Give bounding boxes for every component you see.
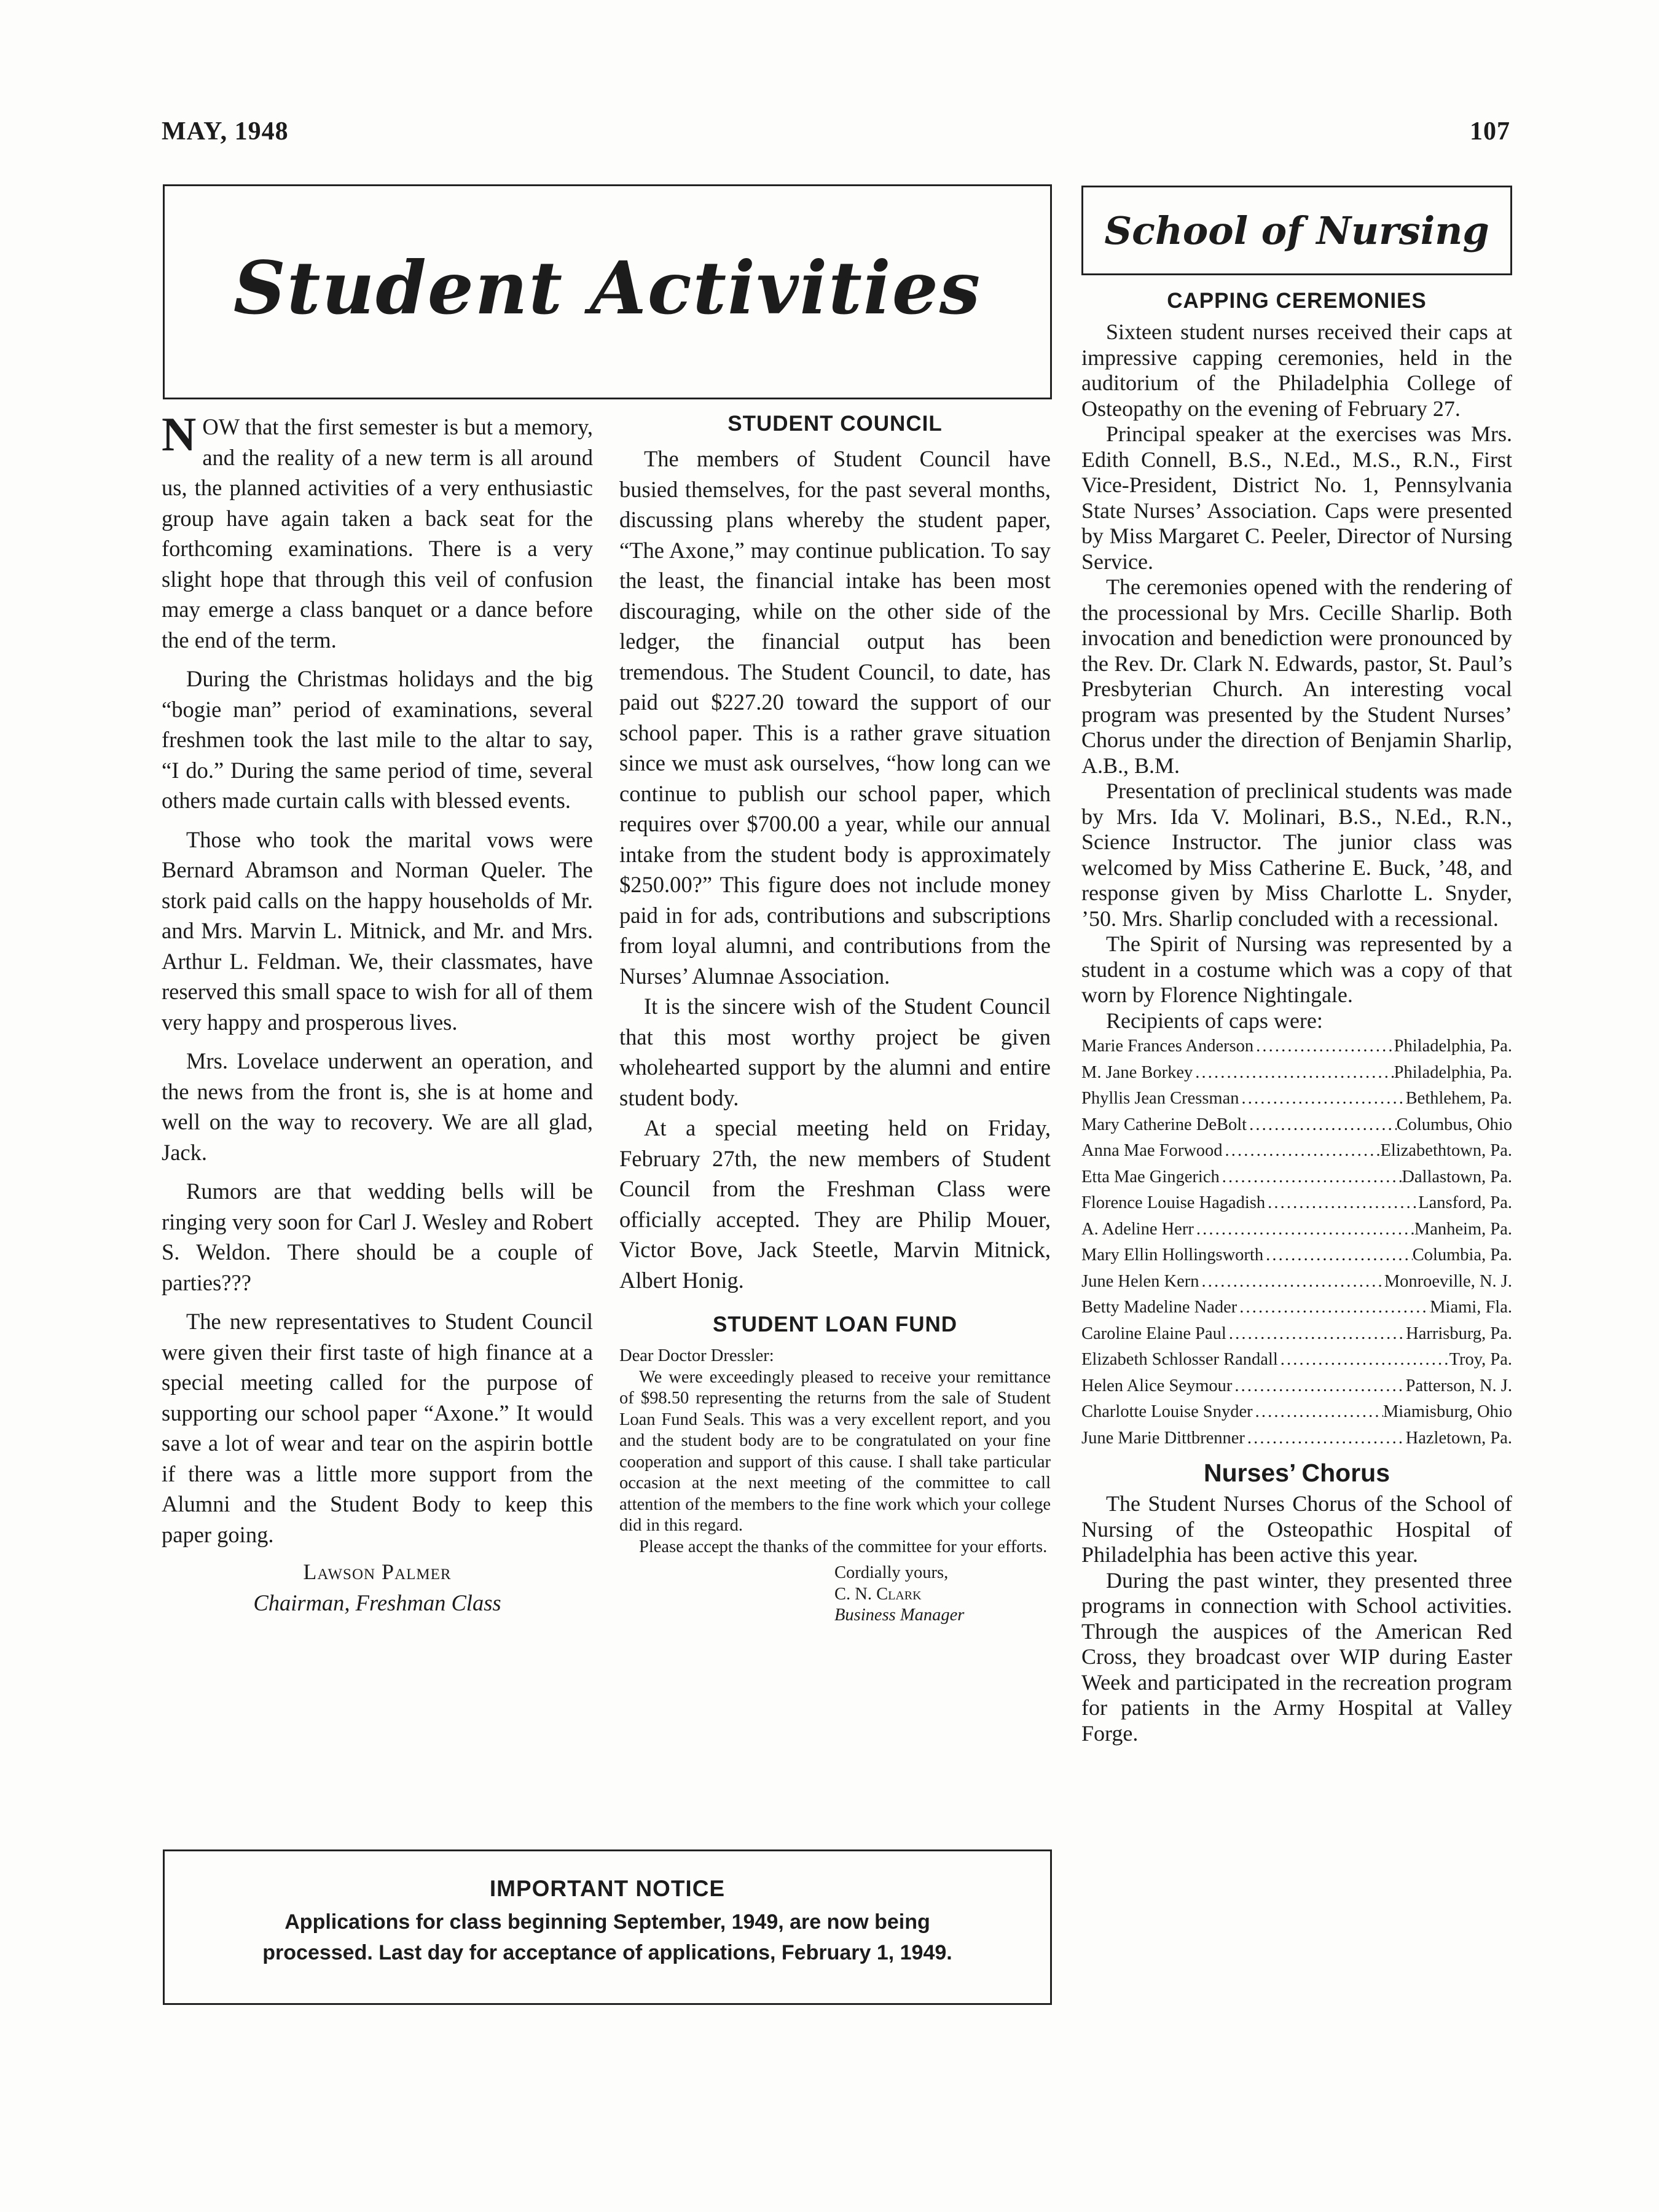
leader-dots <box>1226 1321 1406 1347</box>
capping-paragraph-4: Presentation of preclinical students was made by Mrs. Ida V. Molinari, B.S., N.Ed., R.N., Science Instructor. The junior class was welcomed by Miss Catherine E. Buck, ’48, and response given by Miss Charlotte L. Snyder, ’50. Mrs. Sharlip concluded with a recessional. <box>1081 779 1512 931</box>
letter-signature <box>834 1563 1051 1626</box>
recipient-row <box>1081 1217 1512 1243</box>
recipient-name: Marie Frances Anderson <box>1081 1037 1254 1056</box>
notice-line-1: Applications for class beginning September, 1949, are now being <box>284 1910 930 1934</box>
chorus-paragraph-1: The Student Nurses Chorus of the School of Nursing of the Osteopathic Hospital of Philadelphia has been active this year. <box>1081 1491 1512 1567</box>
recipient-name: Phyllis Jean Cressman <box>1081 1089 1239 1108</box>
recipient-row <box>1081 1086 1512 1112</box>
recipient-row <box>1081 1242 1512 1269</box>
recipient-row <box>1081 1112 1512 1139</box>
recipient-hometown: Philadelphia, Pa. <box>1394 1062 1512 1082</box>
recipient-name: Caroline Elaine Paul <box>1081 1324 1226 1343</box>
recipient-hometown: Monroeville, N. J. <box>1384 1271 1512 1291</box>
letter-signer-name: C. N. Clark <box>834 1584 922 1604</box>
recipient-hometown: Patterson, N. J. <box>1405 1376 1512 1395</box>
page-number: 107 <box>1470 117 1510 146</box>
recipients-list <box>1081 1033 1512 1451</box>
recipient-hometown: Philadelphia, Pa. <box>1394 1037 1512 1056</box>
leader-dots <box>1265 1190 1418 1217</box>
paragraph-representatives: The new representatives to Student Council were given their first taste of high finance at a special meeting called for the purpose of supporting our school paper “Axone.” It would save a lot of wear and tear on the aspirin bottle if there was a little more support from the Alumni and the Student Body to keep this paper going. <box>162 1309 593 1547</box>
recipient-row <box>1081 1373 1512 1400</box>
leader-dots <box>1263 1242 1413 1269</box>
recipient-name: June Marie Dittbrenner <box>1081 1428 1245 1448</box>
recipient-hometown: Elizabethtown, Pa. <box>1380 1141 1512 1160</box>
recipient-name: Betty Madeline Nader <box>1081 1298 1237 1317</box>
recipient-name: Mary Catherine DeBolt <box>1081 1115 1247 1134</box>
recipient-hometown: Manheim, Pa. <box>1414 1219 1512 1239</box>
letter-paragraph-2: Please accept the thanks of the committee for your efforts. <box>639 1537 1048 1556</box>
nurses-chorus-heading: Nurses’ Chorus <box>1203 1459 1390 1487</box>
student-council-body <box>619 444 1051 1295</box>
leader-dots <box>1253 1399 1383 1426</box>
recipient-hometown: Miami, Fla. <box>1430 1298 1512 1317</box>
recipient-row <box>1081 1138 1512 1164</box>
nurses-chorus-body <box>1081 1491 1512 1746</box>
recipient-hometown: Dallastown, Pa. <box>1402 1167 1512 1186</box>
signature-block <box>162 1557 593 1618</box>
leader-dots <box>1278 1347 1449 1373</box>
recipient-row <box>1081 1399 1512 1426</box>
leader-dots <box>1253 1033 1394 1060</box>
intro-paragraph <box>162 407 593 655</box>
letter-paragraph-1: We were exceedingly pleased to receive your remittance of $98.50 representing the returns from the sale of Student Loan Fund Seals. This was a very excellent report, and you and the student body are to be congratulated on your fine cooperation and support of this cause. I shall take particular occasion at the next meeting of the committee to call attention of the members to the fine work which your college did in this regard. <box>619 1367 1051 1535</box>
notice-text <box>165 1907 1050 1968</box>
recipient-name: Florence Louise Hagadish <box>1081 1193 1266 1212</box>
recipient-hometown: Harrisburg, Pa. <box>1406 1324 1512 1343</box>
recipient-name: Anna Mae Forwood <box>1081 1141 1223 1160</box>
recipient-hometown: Miamisburg, Ohio <box>1382 1402 1512 1421</box>
important-notice-box <box>163 1849 1052 2005</box>
paragraph-holidays: During the Christmas holidays and the big “bogie man” period of examinations, several freshmen took the last mile to the altar to say, “I do.” During the same period of time, several others made curtain calls with blessed events. <box>162 666 593 813</box>
recipient-hometown: Columbia, Pa. <box>1412 1245 1512 1265</box>
recipient-hometown: Hazletown, Pa. <box>1405 1428 1512 1448</box>
capping-paragraph-3: The ceremonies opened with the rendering of the processional by Mrs. Cecille Sharlip. Both invocation and benediction were pronounced by the Rev. Dr. Clark N. Edwards, pastor, St. Paul’s Presbyterian Church. An interesting vocal program was presented by the Student Nurses’ Chorus under the direction of Benjamin Sharlip, A.B., B.M. <box>1081 575 1512 778</box>
recipient-name: A. Adeline Herr <box>1081 1219 1194 1239</box>
recipient-row <box>1081 1321 1512 1347</box>
leader-dots <box>1239 1086 1406 1112</box>
council-paragraph-3: At a special meeting held on Friday, February 27th, the new members of Student Council from the Freshman Class were officially accepted. They are Philip Mouer, Victor Bove, Jack Steetle, Marvin Mitnick, Albert Honig. <box>619 1115 1051 1293</box>
running-header-date: MAY, 1948 <box>162 117 289 146</box>
recipient-row <box>1081 1164 1512 1191</box>
capping-paragraph-6: Recipients of caps were: <box>1106 1008 1323 1033</box>
notice-line-2: processed. Last day for acceptance of applications, February 1, 1949. <box>262 1941 952 1964</box>
recipient-row <box>1081 1426 1512 1452</box>
recipient-name: M. Jane Borkey <box>1081 1062 1193 1082</box>
council-paragraph-1: The members of Student Council have busied themselves, for the past several months, discussing plans whereby the student paper, “The Axone,” may continue publication. To say the least, the financial intake has been most discouraging, while on the other side of the ledger, the financial output has been tremendous. The Student Council, to date, has paid out $227.20 toward the support of our school paper. This is a rather grave situation since we must ask ourselves, “how long can we continue to publish our school paper, which requires over $700.00 a year, while our annual intake from the student body is approximately $250.00?” This figure does not include money paid in for ads, contributions and subscriptions from loyal alumni, and contributions from the Nurses’ Alumnae Association. <box>619 446 1051 989</box>
recipient-row <box>1081 1033 1512 1060</box>
leader-dots <box>1245 1426 1406 1452</box>
capping-body <box>1081 320 1512 1033</box>
letter-salutation: Dear Doctor Dressler: <box>619 1346 774 1365</box>
recipient-row <box>1081 1347 1512 1373</box>
leader-dots <box>1223 1138 1381 1164</box>
paragraph-marriages: Those who took the marital vows were Bernard Abramson and Norman Queler. The stork paid calls on the happy households of Mr. and Mrs. Marvin L. Mitnick, and Mr. and Mrs. Arthur L. Feldman. We, their classmates, have reserved this small space to wish for all of them very happy and prosperous lives. <box>162 826 593 1035</box>
recipient-row <box>1081 1269 1512 1295</box>
capping-paragraph-1: Sixteen student nurses received their caps at impressive capping ceremonies, held in the auditorium of the Philadelphia College of Osteopathy on the evening of February 27. <box>1081 320 1512 421</box>
council-paragraph-2: It is the sincere wish of the Student Council that this most worthy project be given wholehearted support by the alumni and entire student body. <box>619 994 1051 1110</box>
recipient-row <box>1081 1295 1512 1321</box>
school-of-nursing-column <box>1081 289 1512 1746</box>
school-of-nursing-banner <box>1081 186 1512 275</box>
nursing-banner-title: School of Nursing <box>1104 208 1489 253</box>
paragraph-lovelace: Mrs. Lovelace underwent an operation, and the news from the front is, she is at home and well on the way to recovery. We are all glad, Jack. <box>162 1048 593 1165</box>
capping-paragraph-5: The Spirit of Nursing was represented by a student in a costume which was a copy of that worn by Florence Nightingale. <box>1081 931 1512 1007</box>
student-council-column <box>619 412 1051 1626</box>
loan-fund-letter <box>619 1346 1051 1626</box>
recipient-row <box>1081 1190 1512 1217</box>
recipient-hometown: Bethlehem, Pa. <box>1405 1089 1512 1108</box>
recipient-name: Helen Alice Seymour <box>1081 1376 1233 1395</box>
intro-text: OW that the first semester is but a memory, and the reality of a new term is all around us, the planned activities of a very enthusiastic group have again taken a back seat for the forthcoming examinations. There is a very slight hope that through this veil of confusion may emerge a class banquet or a dance before the end of the term. <box>162 414 593 653</box>
leader-dots <box>1193 1060 1394 1086</box>
recipient-name: Elizabeth Schlosser Randall <box>1081 1350 1278 1369</box>
leader-dots <box>1199 1269 1384 1295</box>
drop-cap: N <box>162 407 197 461</box>
leader-dots <box>1232 1373 1405 1400</box>
recipient-name: Charlotte Louise Snyder <box>1081 1402 1253 1421</box>
leader-dots <box>1194 1217 1414 1243</box>
letter-closing: Cordially yours, <box>834 1563 949 1582</box>
letter-signer-title: Business Manager <box>834 1606 965 1625</box>
notice-title: IMPORTANT NOTICE <box>489 1876 726 1901</box>
student-council-heading: STUDENT COUNCIL <box>728 412 943 436</box>
recipient-hometown: Troy, Pa. <box>1449 1350 1512 1369</box>
signature-name: Lawson Palmer <box>303 1559 452 1584</box>
signature-title: Chairman, Freshman Class <box>253 1590 501 1615</box>
leader-dots <box>1247 1112 1396 1139</box>
chorus-paragraph-2: During the past winter, they presented three programs in connection with School activities. Through the auspices of the American Red Cross, they broadcast over WIP during Easter Week and participated in the recreation program for patients in the Army Hospital at Valley Forge. <box>1081 1567 1512 1746</box>
leader-dots <box>1220 1164 1402 1191</box>
student-activities-banner <box>163 184 1052 399</box>
leader-dots <box>1237 1295 1430 1321</box>
recipient-hometown: Lansford, Pa. <box>1418 1193 1512 1212</box>
banner-title: Student Activities <box>233 245 982 331</box>
recipient-name: June Helen Kern <box>1081 1271 1199 1291</box>
student-loan-fund-heading: STUDENT LOAN FUND <box>712 1312 958 1336</box>
capping-paragraph-2: Principal speaker at the exercises was Mrs. Edith Connell, B.S., N.Ed., M.S., R.N., First Vice-President, District No. 1, Pennsylvania State Nurses’ Association. Caps were presented by Miss Margaret C. Peeler, Director of Nursing Service. <box>1081 422 1512 574</box>
recipient-name: Etta Mae Gingerich <box>1081 1167 1220 1186</box>
capping-ceremonies-heading: CAPPING CEREMONIES <box>1167 289 1427 313</box>
recipient-row <box>1081 1060 1512 1086</box>
freshman-class-column <box>162 407 593 1618</box>
recipient-name: Mary Ellin Hollingsworth <box>1081 1245 1264 1265</box>
paragraph-wedding-bells: Rumors are that wedding bells will be ringing very soon for Carl J. Wesley and Robert S. Weldon. There should be a couple of parties??? <box>162 1179 593 1295</box>
recipient-hometown: Columbus, Ohio <box>1396 1115 1512 1134</box>
